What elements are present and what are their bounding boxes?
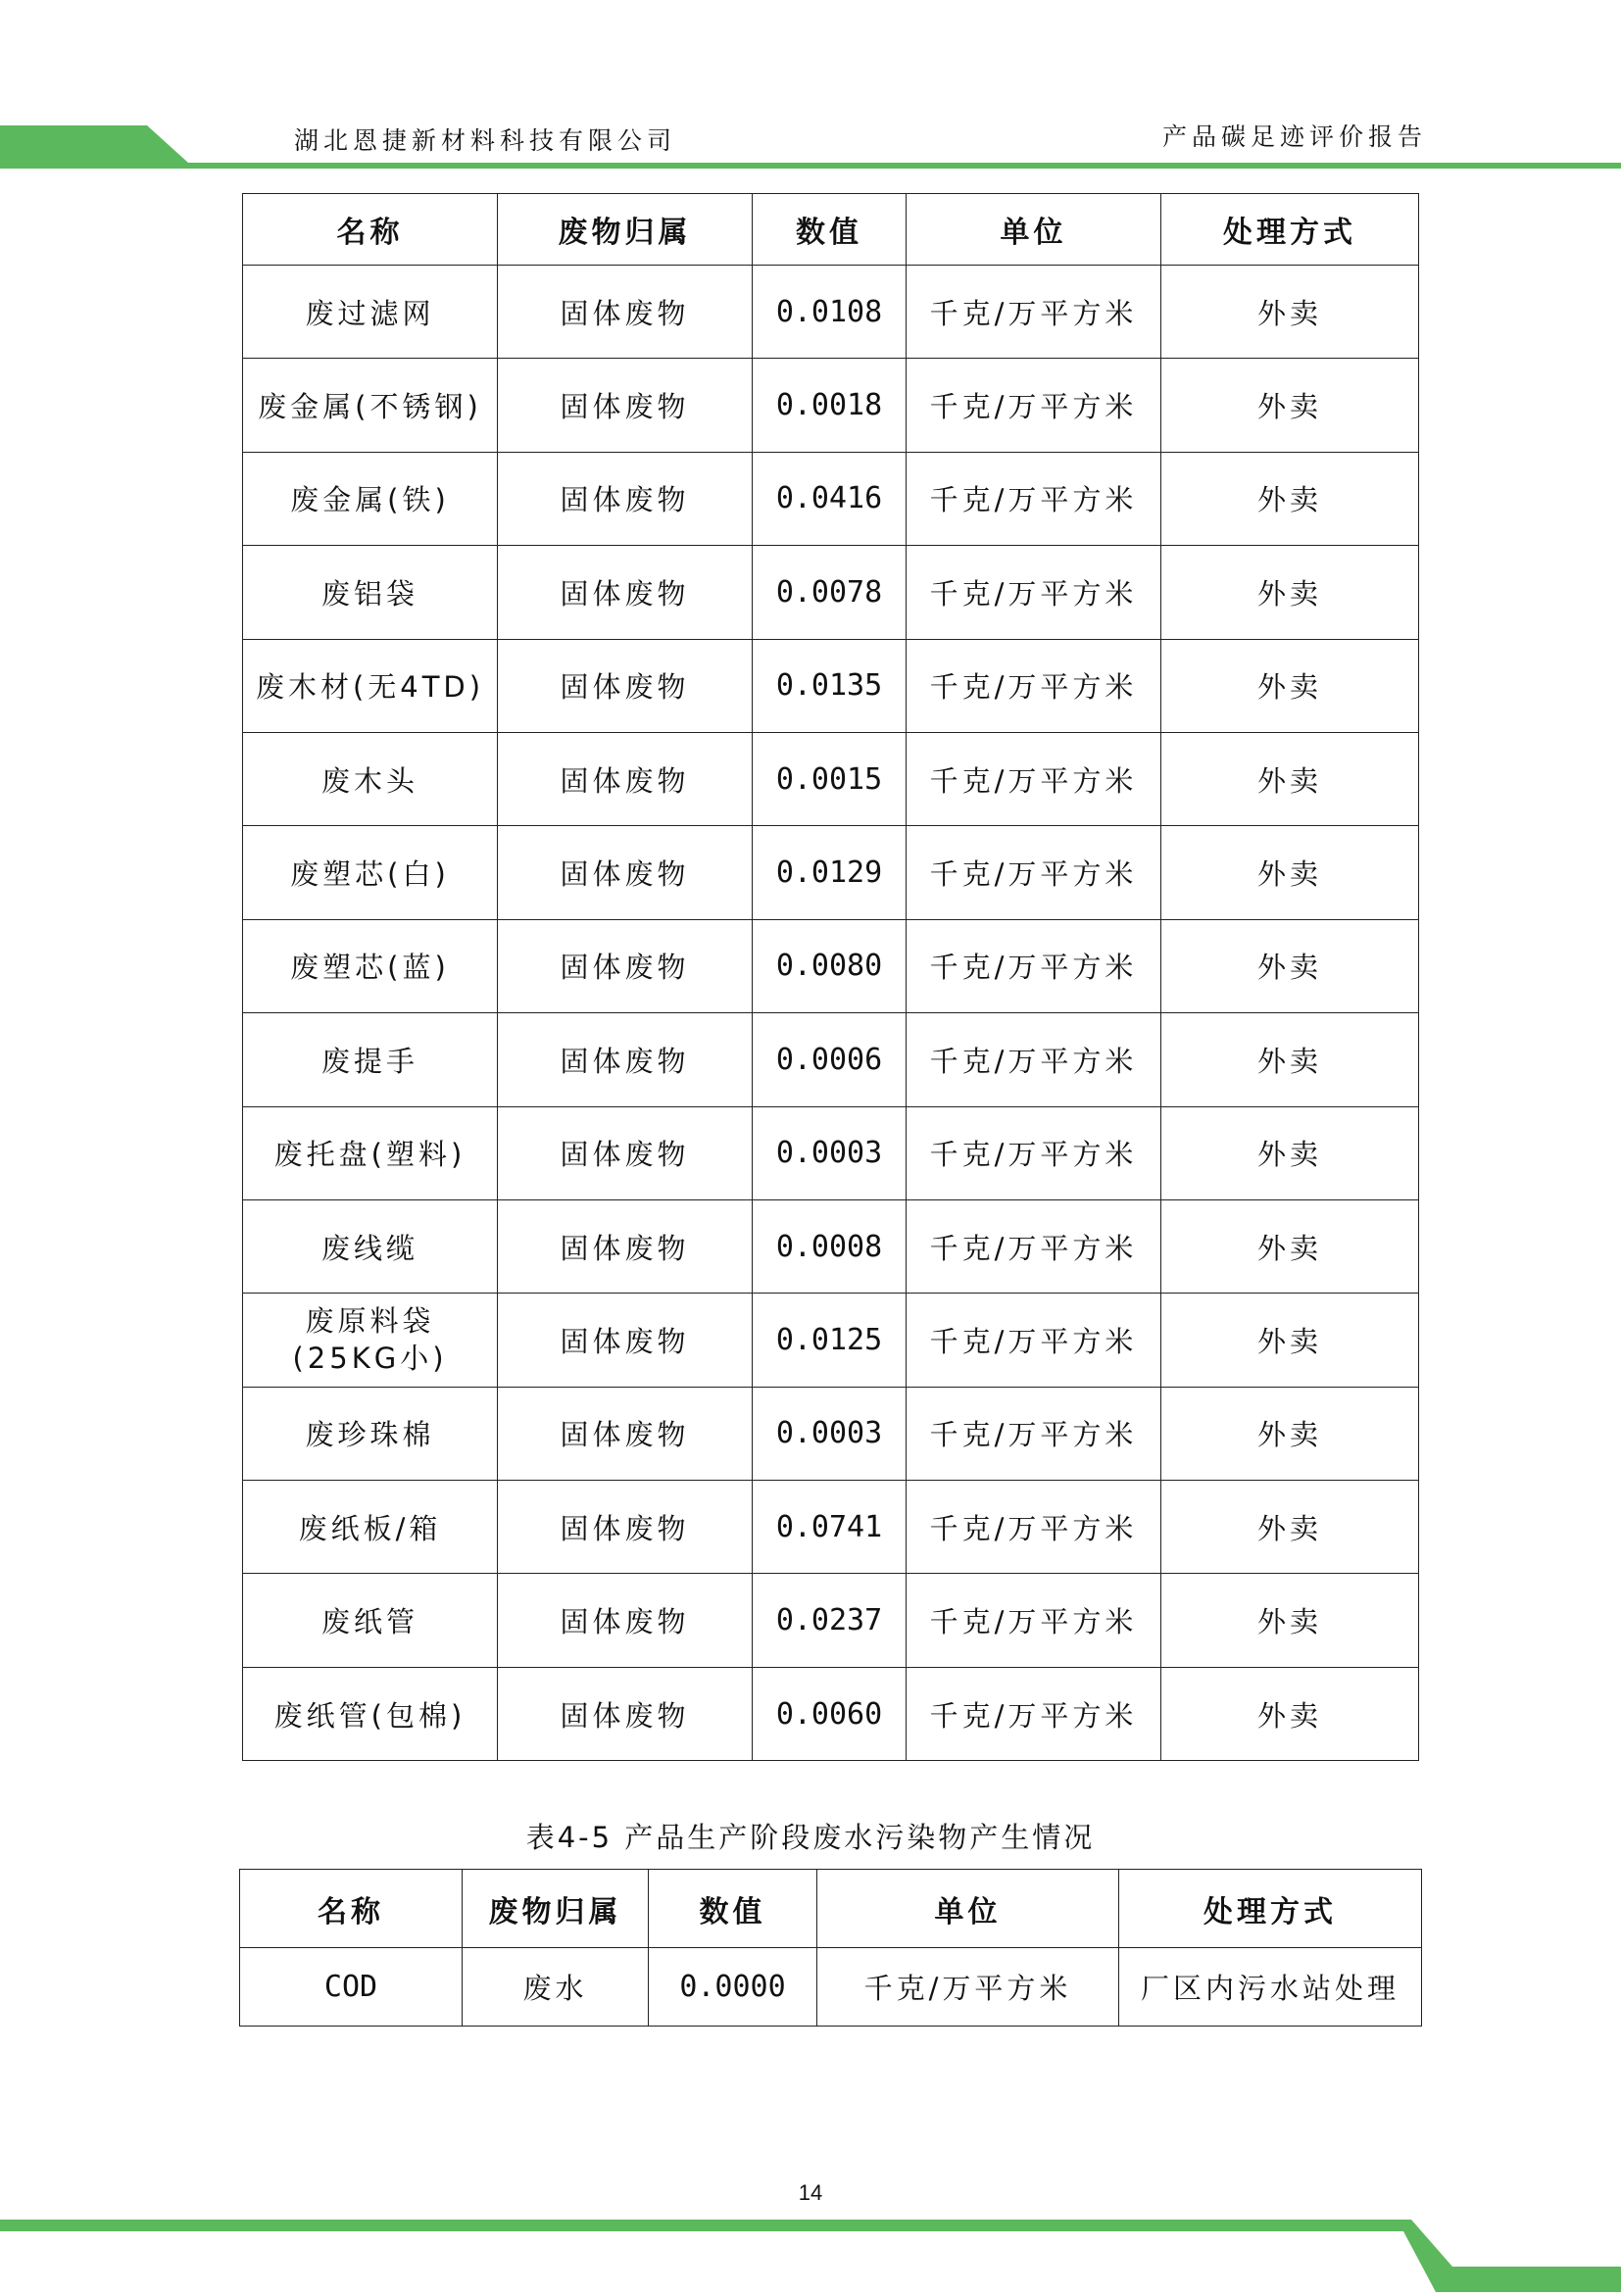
table-row xyxy=(243,546,1419,639)
table-row xyxy=(243,732,1419,825)
cell-name: 废原料袋 (25KG小) xyxy=(243,1294,498,1387)
cell-unit: 千克/万平方米 xyxy=(907,1199,1161,1293)
cell-name: 废纸管 xyxy=(243,1574,498,1667)
col-header-category: 废物归属 xyxy=(498,194,753,266)
table-row xyxy=(243,1106,1419,1199)
cell-category: 固体废物 xyxy=(498,919,753,1012)
table-header-row xyxy=(243,194,1419,266)
col-header-name: 名称 xyxy=(240,1870,463,1948)
company-name: 湖北恩捷新材料科技有限公司 xyxy=(294,126,677,155)
cell-name: 废塑芯(白) xyxy=(243,826,498,919)
cell-unit: 千克/万平方米 xyxy=(907,266,1161,359)
table-row xyxy=(243,266,1419,359)
table-row xyxy=(243,826,1419,919)
cell-category: 固体废物 xyxy=(498,1667,753,1760)
cell-category: 废水 xyxy=(463,1948,649,2027)
cell-value: 0.0416 xyxy=(753,452,907,545)
cell-value: 0.0135 xyxy=(753,639,907,732)
table-row xyxy=(243,1387,1419,1480)
report-title: 产品碳足迹评价报告 xyxy=(1161,122,1427,151)
cell-treatment: 外卖 xyxy=(1161,266,1419,359)
cell-value: 0.0129 xyxy=(753,826,907,919)
cell-value: 0.0060 xyxy=(753,1667,907,1760)
table-row xyxy=(243,1574,1419,1667)
cell-category: 固体废物 xyxy=(498,1013,753,1106)
cell-value: 0.0003 xyxy=(753,1387,907,1480)
cell-name: COD xyxy=(240,1948,463,2027)
cell-treatment: 外卖 xyxy=(1161,546,1419,639)
cell-category: 固体废物 xyxy=(498,639,753,732)
cell-name: 废过滤网 xyxy=(243,266,498,359)
cell-treatment: 外卖 xyxy=(1161,359,1419,452)
cell-value: 0.0000 xyxy=(649,1948,817,2027)
table-row xyxy=(243,1667,1419,1760)
cell-value: 0.0015 xyxy=(753,732,907,825)
cell-treatment: 外卖 xyxy=(1161,1106,1419,1199)
cell-name: 废纸管(包棉) xyxy=(243,1667,498,1760)
cell-unit: 千克/万平方米 xyxy=(907,1013,1161,1106)
cell-name: 废珍珠棉 xyxy=(243,1387,498,1480)
cell-unit: 千克/万平方米 xyxy=(907,1106,1161,1199)
cell-unit: 千克/万平方米 xyxy=(907,1294,1161,1387)
cell-category: 固体废物 xyxy=(498,826,753,919)
cell-category: 固体废物 xyxy=(498,452,753,545)
cell-category: 固体废物 xyxy=(498,1574,753,1667)
cell-treatment: 外卖 xyxy=(1161,919,1419,1012)
cell-name: 废提手 xyxy=(243,1013,498,1106)
cell-category: 固体废物 xyxy=(498,1294,753,1387)
cell-value: 0.0108 xyxy=(753,266,907,359)
cell-value: 0.0125 xyxy=(753,1294,907,1387)
col-header-name: 名称 xyxy=(243,194,498,266)
table-header-row xyxy=(240,1870,1422,1948)
cell-unit: 千克/万平方米 xyxy=(907,826,1161,919)
solid-waste-table xyxy=(242,193,1419,1761)
cell-value: 0.0003 xyxy=(753,1106,907,1199)
col-header-treatment: 处理方式 xyxy=(1161,194,1419,266)
cell-value: 0.0078 xyxy=(753,546,907,639)
page-number: 14 xyxy=(798,2180,823,2205)
table-row xyxy=(243,919,1419,1012)
cell-unit: 千克/万平方米 xyxy=(907,452,1161,545)
cell-value: 0.0018 xyxy=(753,359,907,452)
cell-value: 0.0237 xyxy=(753,1574,907,1667)
table-caption: 表4-5 产品生产阶段废水污染物产生情况 xyxy=(525,1821,1096,1854)
table-row xyxy=(243,1199,1419,1293)
cell-category: 固体废物 xyxy=(498,546,753,639)
table-row xyxy=(243,639,1419,732)
cell-unit: 千克/万平方米 xyxy=(907,1574,1161,1667)
cell-value: 0.0006 xyxy=(753,1013,907,1106)
cell-category: 固体废物 xyxy=(498,1106,753,1199)
cell-unit: 千克/万平方米 xyxy=(817,1948,1119,2027)
cell-unit: 千克/万平方米 xyxy=(907,1667,1161,1760)
cell-treatment: 外卖 xyxy=(1161,826,1419,919)
col-header-value: 数值 xyxy=(753,194,907,266)
cell-treatment: 外卖 xyxy=(1161,1481,1419,1574)
cell-unit: 千克/万平方米 xyxy=(907,1387,1161,1480)
cell-name: 废木材(无4TD) xyxy=(243,639,498,732)
cell-unit: 千克/万平方米 xyxy=(907,732,1161,825)
cell-unit: 千克/万平方米 xyxy=(907,546,1161,639)
wastewater-table xyxy=(239,1869,1422,2027)
cell-treatment: 外卖 xyxy=(1161,1199,1419,1293)
cell-treatment: 外卖 xyxy=(1161,732,1419,825)
cell-name: 废塑芯(蓝) xyxy=(243,919,498,1012)
cell-name: 废托盘(塑料) xyxy=(243,1106,498,1199)
col-header-category: 废物归属 xyxy=(463,1870,649,1948)
cell-name: 废金属(不锈钢) xyxy=(243,359,498,452)
cell-value: 0.0741 xyxy=(753,1481,907,1574)
cell-name: 废线缆 xyxy=(243,1199,498,1293)
cell-treatment: 外卖 xyxy=(1161,1294,1419,1387)
table-row xyxy=(243,1294,1419,1387)
cell-category: 固体废物 xyxy=(498,1199,753,1293)
cell-category: 固体废物 xyxy=(498,732,753,825)
col-header-unit: 单位 xyxy=(907,194,1161,266)
cell-treatment: 厂区内污水站处理 xyxy=(1119,1948,1422,2027)
cell-treatment: 外卖 xyxy=(1161,1574,1419,1667)
cell-unit: 千克/万平方米 xyxy=(907,359,1161,452)
footer-band xyxy=(0,2220,1621,2292)
cell-treatment: 外卖 xyxy=(1161,452,1419,545)
cell-name: 废金属(铁) xyxy=(243,452,498,545)
cell-unit: 千克/万平方米 xyxy=(907,1481,1161,1574)
cell-name: 废纸板/箱 xyxy=(243,1481,498,1574)
cell-value: 0.0080 xyxy=(753,919,907,1012)
table-row xyxy=(243,1013,1419,1106)
cell-treatment: 外卖 xyxy=(1161,1013,1419,1106)
cell-category: 固体废物 xyxy=(498,1481,753,1574)
cell-name: 废木头 xyxy=(243,732,498,825)
cell-value: 0.0008 xyxy=(753,1199,907,1293)
col-header-treatment: 处理方式 xyxy=(1119,1870,1422,1948)
table-row xyxy=(243,1481,1419,1574)
cell-category: 固体废物 xyxy=(498,266,753,359)
table-row xyxy=(243,452,1419,545)
cell-name: 废铝袋 xyxy=(243,546,498,639)
table-row xyxy=(240,1948,1422,2027)
cell-category: 固体废物 xyxy=(498,1387,753,1480)
cell-treatment: 外卖 xyxy=(1161,1667,1419,1760)
table-row xyxy=(243,359,1419,452)
col-header-value: 数值 xyxy=(649,1870,817,1948)
cell-treatment: 外卖 xyxy=(1161,639,1419,732)
cell-category: 固体废物 xyxy=(498,359,753,452)
cell-unit: 千克/万平方米 xyxy=(907,639,1161,732)
col-header-unit: 单位 xyxy=(817,1870,1119,1948)
cell-unit: 千克/万平方米 xyxy=(907,919,1161,1012)
cell-treatment: 外卖 xyxy=(1161,1387,1419,1480)
